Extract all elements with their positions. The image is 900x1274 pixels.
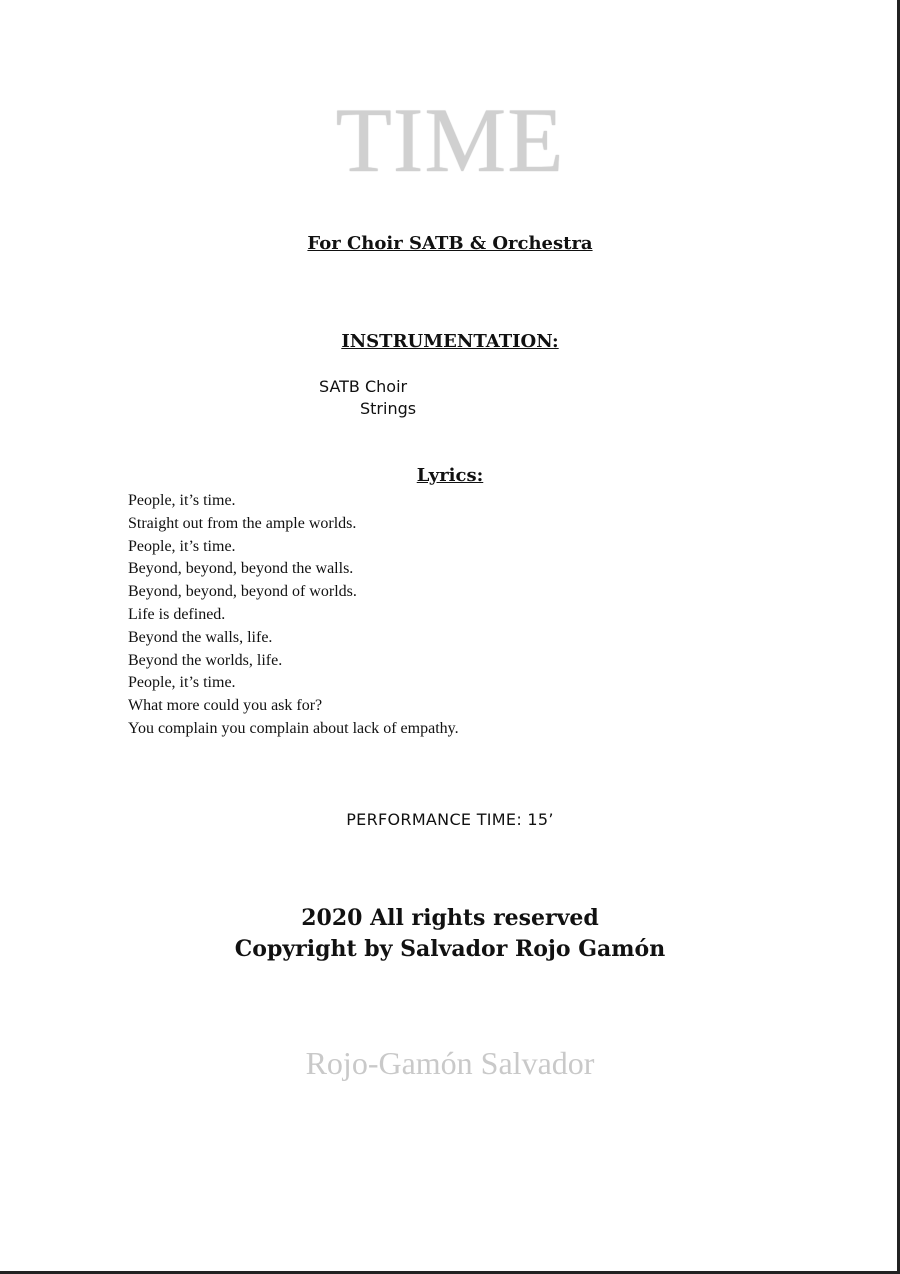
lyrics-line: Beyond the walls, life. [128, 628, 273, 646]
score-title: TIME [335, 89, 565, 191]
score-subtitle: For Choir SATB & Orchestra [307, 233, 593, 254]
lyrics-list [128, 490, 459, 741]
performance-time: PERFORMANCE TIME: 15’ [346, 810, 554, 829]
lyrics-line: Beyond the worlds, life. [128, 651, 283, 669]
lyrics-line: People, it’s time. [128, 674, 236, 692]
rights-block [0, 903, 900, 965]
instrumentation-item-choir: SATB Choir [319, 377, 408, 396]
lyrics-line: People, it’s time. [128, 537, 236, 555]
lyrics-line: What more could you ask for? [128, 697, 323, 715]
lyrics-line: People, it’s time. [128, 492, 236, 509]
lyrics-line: Straight out from the ample worlds. [128, 514, 357, 532]
lyrics-line: Beyond, beyond, beyond of worlds. [128, 583, 357, 601]
instrumentation-item-strings: Strings [360, 399, 417, 418]
composer-signature: Rojo-Gamón Salvador [305, 1045, 595, 1081]
lyrics-line: Beyond, beyond, beyond the walls. [128, 560, 354, 578]
rights-line: 2020 All rights reserved [301, 905, 599, 931]
lyrics-line: You complain you complain about lack of empathy. [128, 719, 459, 737]
lyrics-line: Life is defined. [128, 605, 226, 623]
copyright-line: Copyright by Salvador Rojo Gamón [234, 936, 666, 962]
lyrics-heading: Lyrics: [416, 465, 484, 486]
instrumentation-heading: INSTRUMENTATION: [341, 331, 559, 352]
